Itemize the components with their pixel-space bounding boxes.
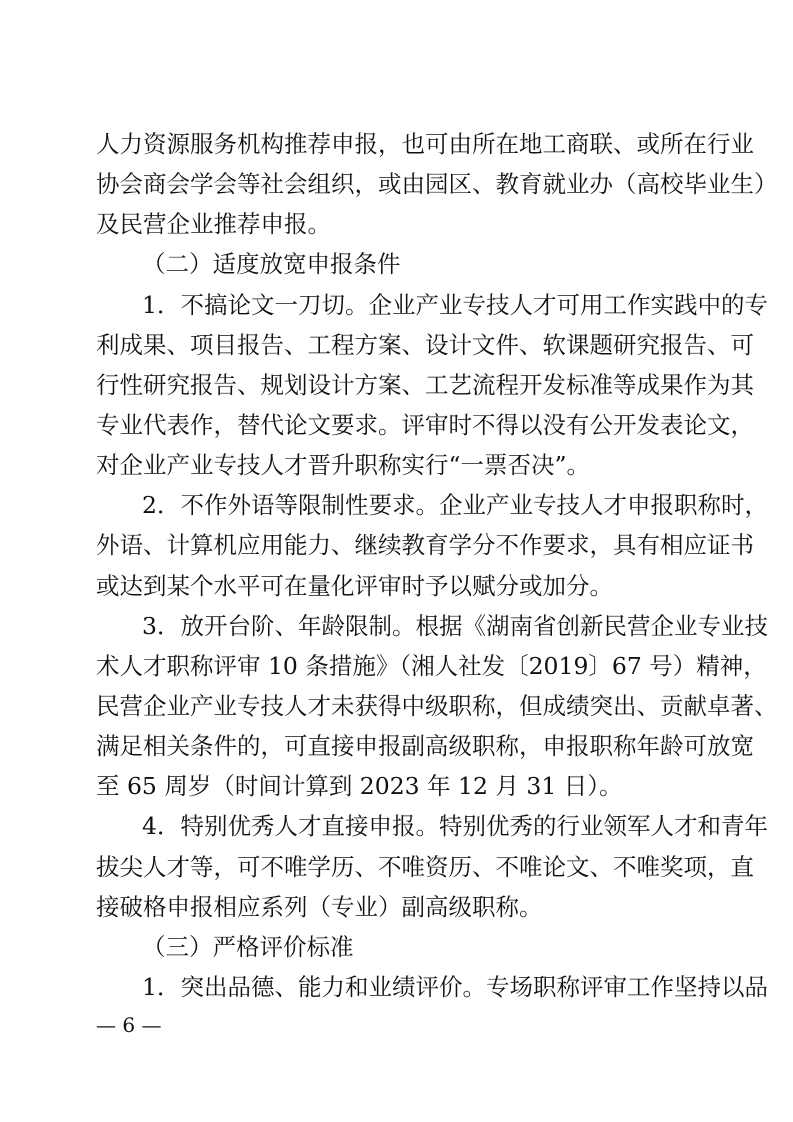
- page-number: — 6 —: [96, 1013, 162, 1037]
- document-body: [96, 124, 778, 1007]
- text-line: 行性研究报告、规划设计方案、工艺流程开发标准等成果作为其: [96, 370, 754, 399]
- text-line: 4．特别优秀人才直接申报。特别优秀的行业领军人才和青年: [142, 812, 768, 841]
- text-line: 人力资源服务机构推荐申报，也可由所在地工商联、或所在行业: [96, 130, 754, 158]
- text-line: 专业代表作，替代论文要求。评审时不得以没有公开发表论文，: [96, 410, 754, 439]
- text-line: 术人才职称评审 10 条措施》（湘人社发〔2019〕67 号）精神，: [96, 651, 767, 680]
- text-line: 或达到某个水平可在量化评审时予以赋分或加分。: [96, 571, 613, 600]
- text-line: 3．放开台阶、年龄限制。根据《湖南省创新民营企业专业技: [142, 611, 768, 640]
- text-line: 及民营企业推荐申报。: [96, 210, 331, 239]
- text-line: 民营企业产业专技人才未获得中级职称，但成绩突出、贡献卓著、: [96, 691, 778, 720]
- text-line: 1．不搞论文一刀切。企业产业专技人才可用工作实践中的专: [142, 290, 768, 319]
- text-line: 2．不作外语等限制性要求。企业产业专技人才申报职称时，: [142, 491, 768, 520]
- section-heading: （三）严格评价标准: [142, 932, 354, 961]
- text-line: 满足相关条件的，可直接申报副高级职称，申报职称年龄可放宽: [96, 732, 754, 761]
- text-line: 协会商会学会等社会组织，或由园区、教育就业办（高校毕业生）: [96, 170, 778, 199]
- text-line: 对企业产业专技人才晋升职称实行“一票否决”。: [96, 451, 591, 480]
- text-line: 外语、计算机应用能力、继续教育学分不作要求，具有相应证书: [96, 531, 754, 560]
- text-line: 利成果、项目报告、工程方案、设计文件、软课题研究报告、可: [96, 330, 754, 359]
- text-line: 拔尖人才等，可不唯学历、不唯资历、不唯论文、不唯奖项，直: [96, 852, 754, 881]
- section-heading: （二）适度放宽申报条件: [142, 250, 401, 279]
- text-line: 至 65 周岁（时间计算到 2023 年 12 月 31 日）。: [96, 772, 623, 801]
- text-line: 接破格申报相应系列（专业）副高级职称。: [96, 892, 543, 921]
- text-line: 1．突出品德、能力和业绩评价。专场职称评审工作坚持以品: [142, 972, 768, 1001]
